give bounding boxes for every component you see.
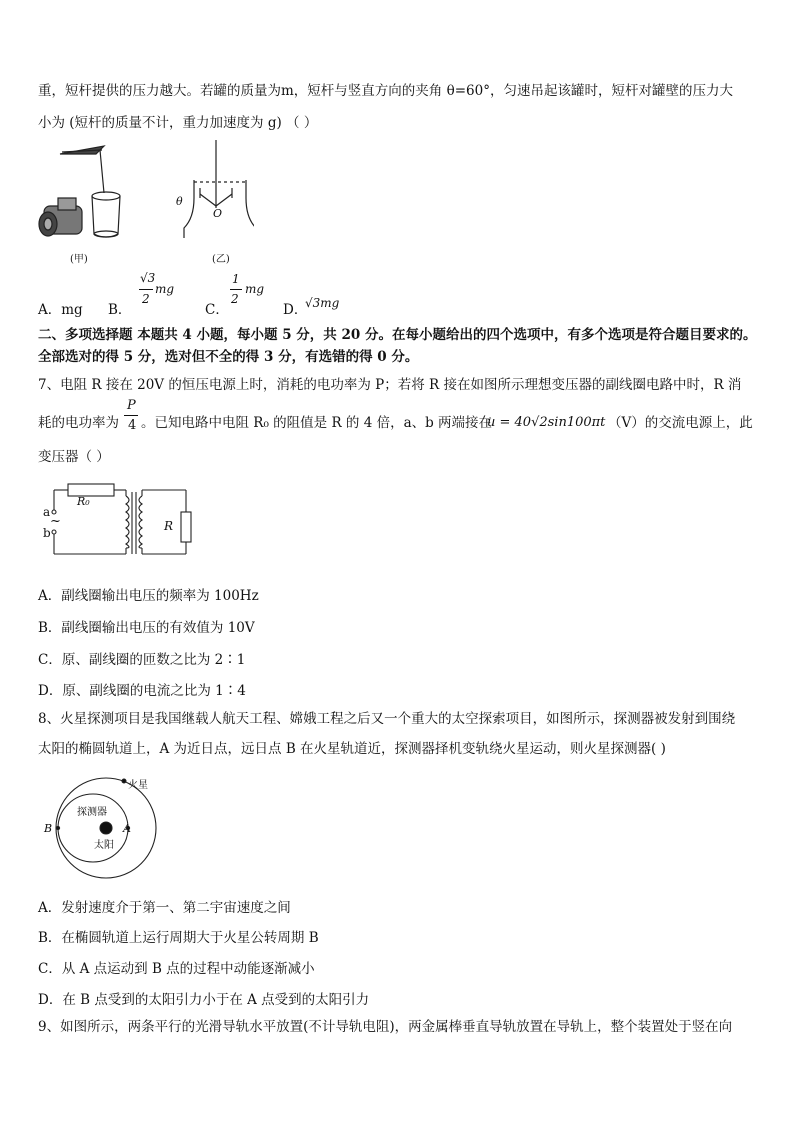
q7-text-line-2b: 。已知电路中电阻 R₀ 的阻值是 R 的 4 倍，a、b 两端接在 — [141, 415, 493, 431]
q8-label-sun: 太阳 — [94, 840, 114, 851]
q8-option-a[interactable]: A．发射速度介于第一、第二宇宙速度之间 — [38, 900, 291, 916]
q7-option-d[interactable]: D．原、副线圈的电流之比为 1∶4 — [38, 683, 246, 699]
q6-text-line-1: 重，短杆提供的压力越大。若罐的质量为m，短杆与竖直方向的夹角 θ=60°，匀速吊起该罐时，短杆对罐壁的压力大 — [38, 83, 733, 99]
q7-secondary-coil — [139, 496, 142, 548]
q6-caption-yi: (乙) — [212, 254, 230, 265]
q7-fraction-bar — [124, 415, 138, 416]
q6-option-d-expr: √3mg — [305, 296, 340, 310]
q7-formula: u = 40√2sin100πt — [487, 415, 606, 430]
q8-label-mars: 火星 — [128, 780, 148, 791]
q8-sun — [100, 822, 112, 834]
q7-terminal-b: b — [43, 526, 51, 540]
q6-option-b-numerator: √3 — [140, 271, 156, 285]
q6-option-b[interactable]: B． — [108, 302, 132, 318]
q8-option-c[interactable]: C．从 A 点运动到 B 点的过程中动能逐渐减小 — [38, 961, 315, 977]
q8-label-probe: 探测器 — [77, 807, 107, 818]
q7-terminal-a: a — [43, 505, 51, 519]
q8-text-line-1: 8、火星探测项目是我国继载人航天工程、嫦娥工程之后又一个重大的太空探索项目，如图所示，探测器被发射到围绕 — [38, 711, 736, 727]
q6-figure-theta-label: θ — [176, 195, 183, 208]
q7-option-a[interactable]: A．副线圈输出电压的频率为 100Hz — [38, 588, 259, 604]
q8-label-b: B — [44, 822, 53, 835]
q6-figure — [34, 138, 254, 246]
q7-ac-source-symbol: ~ — [50, 514, 61, 529]
q7-primary-coil — [126, 496, 129, 548]
q6-option-b-denominator: 2 — [142, 292, 150, 306]
q6-option-c[interactable]: C． — [205, 302, 229, 318]
q7-circuit-diagram — [40, 478, 200, 563]
q7-text-line-3: 变压器（ ） — [38, 449, 110, 465]
section2-header-line-1: 二、多项选择题 本题共 4 小题，每小题 5 分，共 20 分。在每小题给出的四个选项中，有多个选项是符合题目要求的。 — [38, 327, 757, 343]
q7-option-c[interactable]: C．原、副线圈的匝数之比为 2∶1 — [38, 652, 246, 668]
q7-text-line-2a: 耗的电功率为 — [38, 415, 119, 431]
q6-option-c-mg: mg — [245, 282, 265, 296]
q6-option-b-mg: mg — [155, 282, 175, 296]
q6-caption-jia: (甲) — [70, 254, 88, 265]
q8-option-b[interactable]: B．在椭圆轨道上运行周期大于火星公转周期 B — [38, 930, 319, 946]
q6-figure-yi — [184, 140, 254, 238]
q7-label-r: R — [164, 519, 174, 533]
q6-text-line-2: 小为 (短杆的质量不计，重力加速度为 g) （ ） — [38, 115, 318, 131]
q8-text-line-2: 太阳的椭圆轨道上，A 为近日点，远日点 B 在火星轨道近，探测器择机变轨绕火星运动，则火星探测器( ) — [38, 741, 666, 757]
q7-resistor-r0 — [68, 484, 114, 496]
q6-figure-o-label: O — [213, 207, 223, 220]
q7-text-line-2c: （V）的交流电源上，此 — [608, 415, 753, 431]
q7-label-r0: R₀ — [77, 495, 90, 508]
q6-figure-jia — [39, 146, 120, 237]
q8-label-a: A — [123, 822, 131, 835]
q6-option-d[interactable]: D． — [283, 302, 308, 318]
q7-fraction-numerator: P — [127, 398, 136, 413]
q7-option-b[interactable]: B．副线圈输出电压的有效值为 10V — [38, 620, 255, 636]
q7-text-line-1: 7、电阻 R 接在 20V 的恒压电源上时，消耗的电功率为 P；若将 R 接在如图所示理想变压器的副线圈电路中时，R 消 — [38, 377, 742, 393]
q7-fraction-denominator: 4 — [128, 418, 137, 433]
section2-header-line-2: 全部选对的得 5 分，选对但不全的得 3 分，有选错的得 0 分。 — [38, 349, 419, 365]
q8-orbit-diagram — [38, 772, 168, 882]
q8-option-d[interactable]: D．在 B 点受到的太阳引力小于在 A 点受到的太阳引力 — [38, 992, 370, 1008]
q6-option-c-fraction-bar — [230, 289, 242, 290]
q6-option-c-numerator: 1 — [232, 272, 240, 286]
q6-option-b-fraction-bar — [139, 289, 153, 290]
q8-mars — [122, 779, 126, 783]
q9-text-line-1: 9、如图所示，两条平行的光滑导轨水平放置(不计导轨电阻)，两金属棒垂直导轨放置在导轨上，整个装置处于竖在向 — [38, 1019, 733, 1035]
q7-resistor-r — [181, 512, 191, 542]
q6-option-c-denominator: 2 — [231, 292, 239, 306]
q6-option-a[interactable]: A．mg — [38, 302, 83, 318]
